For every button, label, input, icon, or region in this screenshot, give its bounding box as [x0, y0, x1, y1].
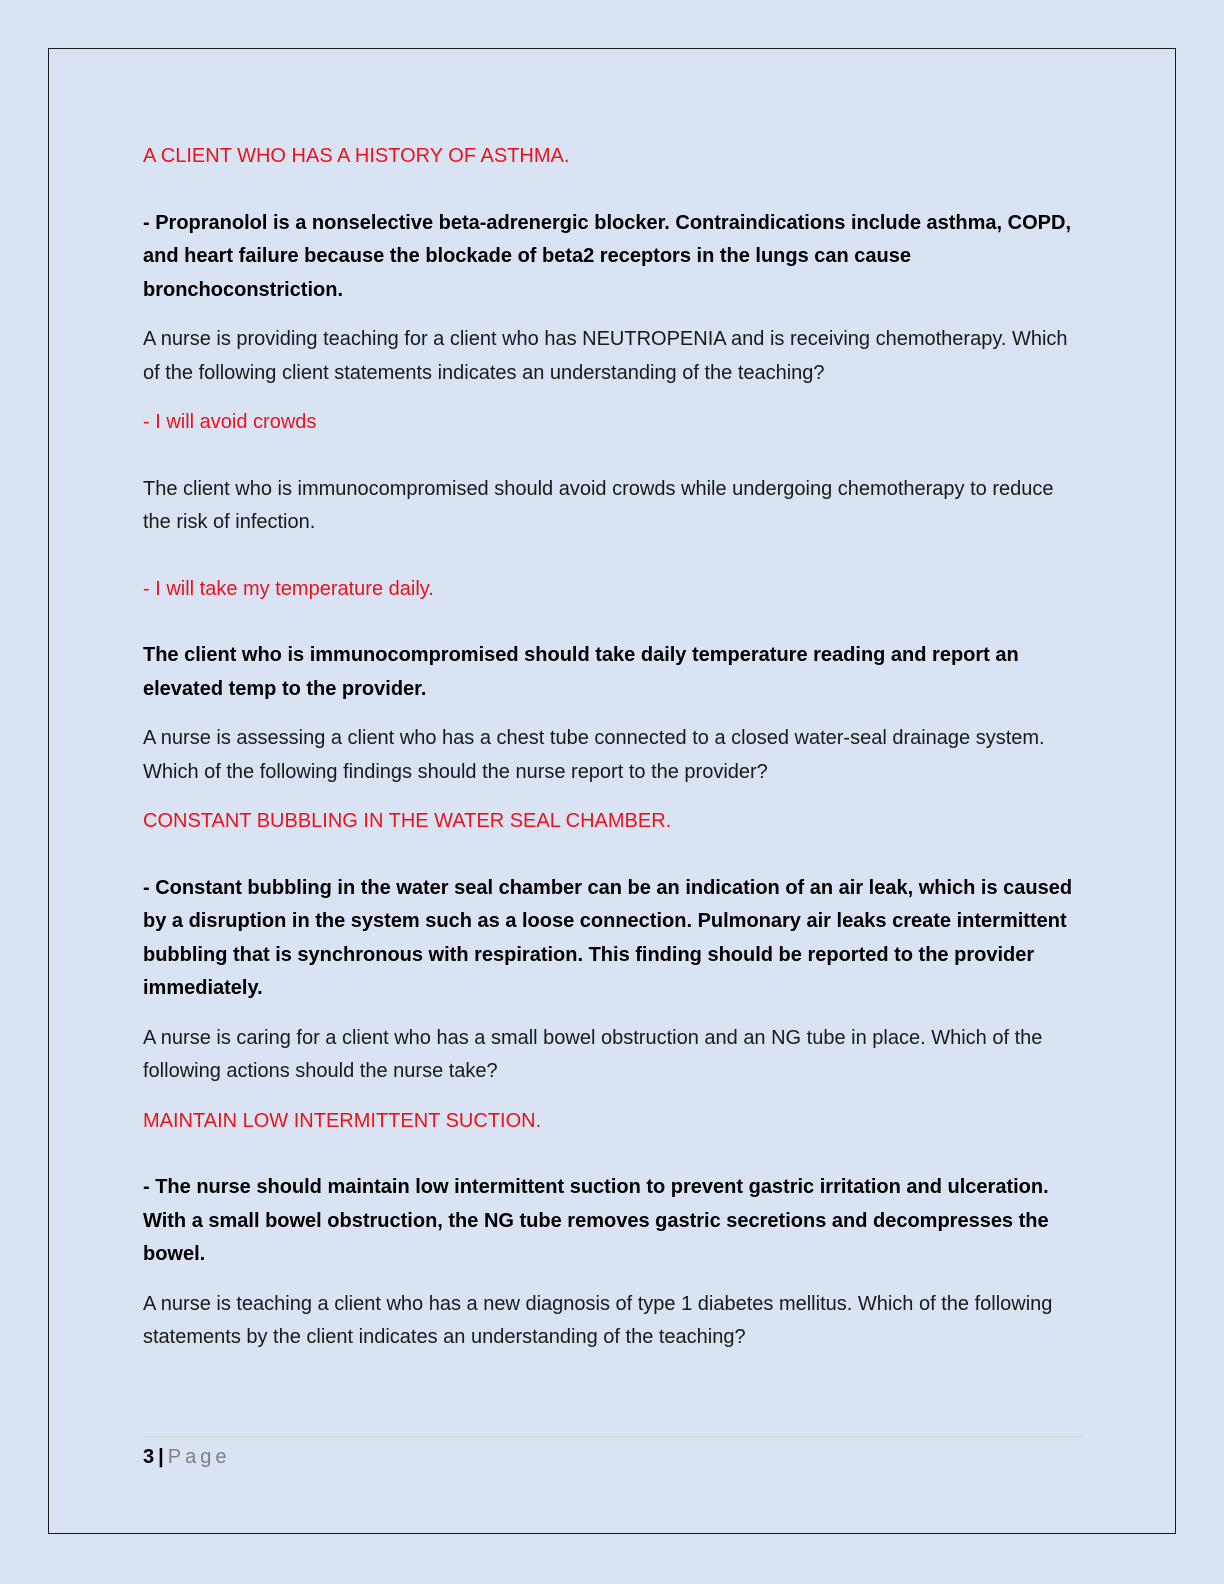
rationale-bubbling: - Constant bubbling in the water seal chamber can be an indication of an air leak, which is caused by a disruption in the system such as a loose connection. Pulmonary air leaks create intermittent bubbling that is synchronous with respiration. This finding should be reported to the provider immediately. — [143, 876, 1073, 999]
rationale-temperature: The client who is immunocompromised should take daily temperature reading and report an elevated temp to the provider. — [143, 644, 1019, 700]
document-body — [143, 140, 1083, 1355]
question-neutropenia: A nurse is providing teaching for a client who has NEUTROPENIA and is receiving chemotherapy. Which of the following client statements indicates an understanding of the teaching? — [143, 328, 1068, 384]
answer-suction: MAINTAIN LOW INTERMITTENT SUCTION. — [143, 1109, 542, 1132]
question-diabetes: A nurse is teaching a client who has a new diagnosis of type 1 diabetes mellitus. Which of the following statements by the client indicates an understanding of the teaching? — [143, 1292, 1053, 1348]
rationale-avoid-crowds: The client who is immunocompromised should avoid crowds while undergoing chemotherapy to reduce the risk of infection. — [143, 477, 1054, 533]
page-label: Page — [167, 1446, 231, 1468]
answer-temperature: - I will take my temperature daily. — [143, 577, 434, 600]
page-footer — [143, 1436, 1083, 1471]
page-number: 3 — [143, 1446, 155, 1468]
rationale-suction: - The nurse should maintain low intermittent suction to prevent gastric irritation and ulceration. With a small bowel obstruction, the NG tube removes gastric secretions and decompresses the bowel. — [143, 1176, 1049, 1265]
rationale-propranolol: - Propranolol is a nonselective beta-adrenergic blocker. Contraindications include asthma, COPD, and heart failure because the blockade of beta2 receptors in the lungs can cause bronchoconstriction. — [143, 211, 1072, 301]
question-bowel-obstruction: A nurse is caring for a client who has a small bowel obstruction and an NG tube in place. Which of the following actions should the nurse take? — [143, 1026, 1043, 1082]
answer-avoid-crowds: - I will avoid crowds — [143, 411, 317, 433]
question-chest-tube: A nurse is assessing a client who has a chest tube connected to a closed water-seal drainage system. Which of the following findings should the nurse report to the provider? — [143, 727, 1045, 783]
answer-heading-asthma: A CLIENT WHO HAS A HISTORY OF ASTHMA. — [143, 145, 570, 167]
answer-bubbling: CONSTANT BUBBLING IN THE WATER SEAL CHAMBER. — [143, 810, 672, 832]
footer-separator: | — [158, 1446, 164, 1468]
